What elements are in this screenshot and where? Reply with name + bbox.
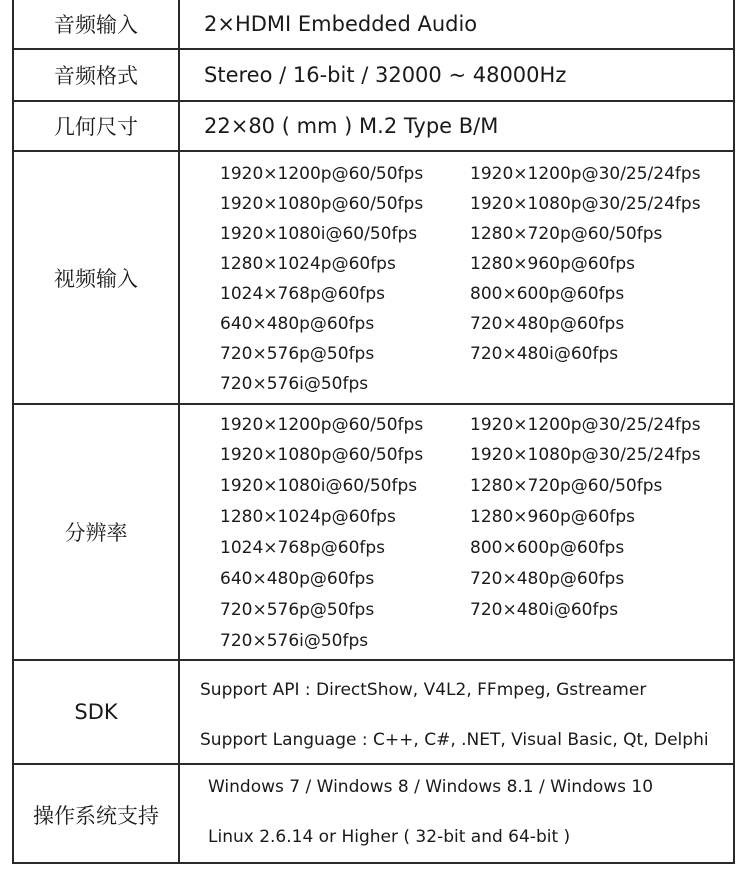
list-item: 1280×720p@60/50fps bbox=[470, 224, 663, 244]
list-item: 1280×960p@60fps bbox=[470, 254, 636, 274]
list-item: 1280×1024p@60fps bbox=[220, 507, 396, 527]
row-label: 几何尺寸 bbox=[14, 102, 180, 150]
row-label: 分辨率 bbox=[14, 405, 180, 659]
list-item: 1024×768p@60fps bbox=[220, 538, 386, 558]
row-value bbox=[180, 765, 733, 864]
list-item: 1920×1200p@60/50fps bbox=[220, 164, 424, 184]
spec-row-sdk bbox=[14, 661, 733, 765]
list-item: 1920×1080i@60/50fps bbox=[220, 476, 418, 496]
list-item: 720×576i@50fps bbox=[220, 374, 369, 394]
os-windows: Windows 7 / Windows 8 / Windows 8.1 / Windows 10 bbox=[208, 777, 654, 797]
sdk-api: Support API : DirectShow, V4L2, FFmpeg, Gstreamer bbox=[200, 680, 647, 700]
list-item: 1280×720p@60/50fps bbox=[470, 476, 663, 496]
row-label: SDK bbox=[14, 661, 180, 763]
row-value: Stereo / 16-bit / 32000 ~ 48000Hz bbox=[204, 63, 567, 87]
list-item: 1920×1200p@30/25/24fps bbox=[470, 164, 701, 184]
spec-row-audio-format bbox=[14, 50, 733, 102]
row-value bbox=[180, 661, 733, 763]
list-item: 720×576p@50fps bbox=[220, 344, 375, 364]
list-item: 1920×1200p@60/50fps bbox=[220, 415, 424, 435]
list-item: 720×480i@60fps bbox=[470, 344, 619, 364]
spec-row-video-input bbox=[14, 152, 733, 405]
row-label: 音频格式 bbox=[14, 50, 180, 100]
row-value bbox=[180, 405, 733, 659]
spec-row-resolution bbox=[14, 405, 733, 661]
list-item: 720×576i@50fps bbox=[220, 631, 369, 651]
list-item: 720×480p@60fps bbox=[470, 569, 625, 589]
list-item: 720×480i@60fps bbox=[470, 600, 619, 620]
list-item: 720×480p@60fps bbox=[470, 314, 625, 334]
row-label: 视频输入 bbox=[14, 152, 180, 403]
list-item: 1920×1080i@60/50fps bbox=[220, 224, 418, 244]
list-item: 1280×1024p@60fps bbox=[220, 254, 396, 274]
list-item: 1920×1200p@30/25/24fps bbox=[470, 415, 701, 435]
spec-row-audio-input bbox=[14, 0, 733, 50]
list-item: 1920×1080p@60/50fps bbox=[220, 194, 424, 214]
spec-table bbox=[12, 0, 735, 864]
list-item: 800×600p@60fps bbox=[470, 538, 625, 558]
row-value: 2×HDMI Embedded Audio bbox=[204, 12, 478, 36]
row-label: 操作系统支持 bbox=[14, 765, 180, 864]
list-item: 1920×1080p@30/25/24fps bbox=[470, 194, 701, 214]
list-item: 1920×1080p@60/50fps bbox=[220, 445, 424, 465]
list-item: 640×480p@60fps bbox=[220, 569, 375, 589]
list-item: 640×480p@60fps bbox=[220, 314, 375, 334]
sdk-language: Support Language : C++, C#, .NET, Visual Basic, Qt, Delphi bbox=[200, 730, 709, 750]
row-value: 22×80 ( mm ) M.2 Type B/M bbox=[204, 114, 499, 138]
spec-row-dimensions bbox=[14, 102, 733, 152]
list-item: 1920×1080p@30/25/24fps bbox=[470, 445, 701, 465]
row-value bbox=[180, 152, 733, 403]
os-linux: Linux 2.6.14 or Higher ( 32-bit and 64-bit ) bbox=[208, 827, 571, 847]
spec-row-os-support bbox=[14, 765, 733, 864]
list-item: 1280×960p@60fps bbox=[470, 507, 636, 527]
list-item: 720×576p@50fps bbox=[220, 600, 375, 620]
row-label: 音频输入 bbox=[14, 0, 180, 48]
list-item: 800×600p@60fps bbox=[470, 284, 625, 304]
list-item: 1024×768p@60fps bbox=[220, 284, 386, 304]
